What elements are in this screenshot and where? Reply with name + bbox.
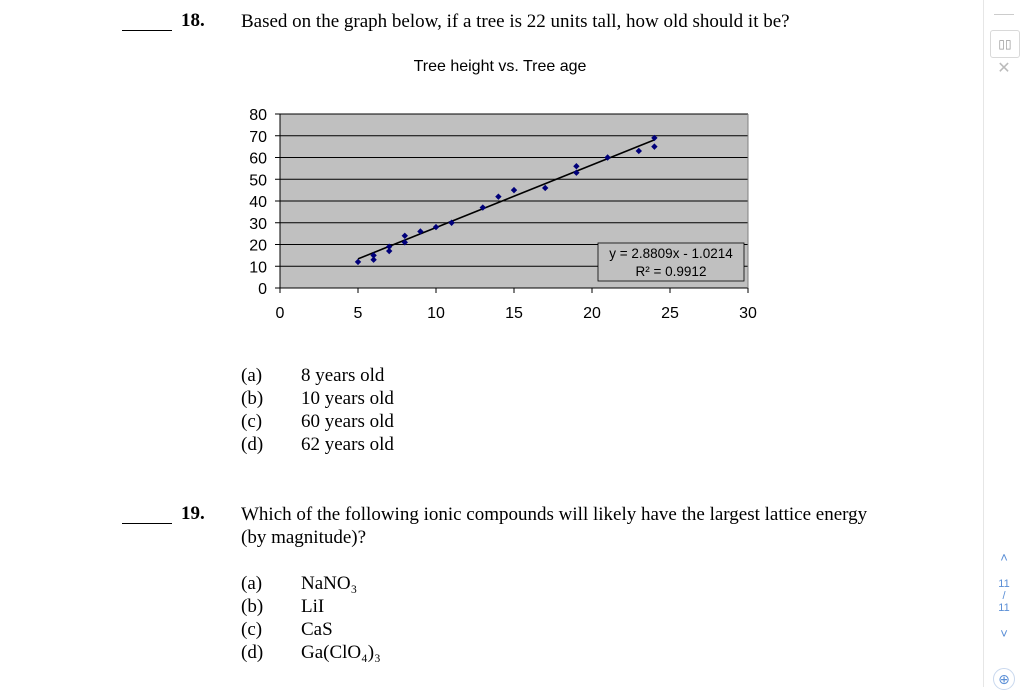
x-tick-label: 15 — [505, 305, 523, 322]
y-tick-label: 80 — [249, 107, 267, 124]
page-up-icon[interactable]: ˄ — [1000, 550, 1008, 565]
q18-option-1[interactable] — [241, 387, 394, 410]
options-19 — [241, 572, 381, 664]
viewer-sidebar — [983, 0, 1024, 687]
q19-option-label: (d) — [241, 642, 264, 663]
q18-option-text: 62 years old — [301, 434, 394, 455]
question-text-19 — [241, 503, 867, 549]
question-text-19-line2: (by magnitude)? — [241, 527, 367, 548]
x-tick-label: 10 — [427, 305, 445, 322]
x-tick-label: 25 — [661, 305, 679, 322]
y-tick-label: 10 — [249, 259, 267, 277]
q19-option-2[interactable] — [241, 618, 381, 641]
x-tick-label: 5 — [353, 305, 363, 322]
page-total: 11 — [998, 602, 1010, 614]
q19-option-text: CaS — [301, 619, 333, 640]
answer-blank-19[interactable] — [122, 523, 172, 524]
y-tick-label: 0 — [258, 281, 267, 298]
q18-option-text: 8 years old — [301, 365, 385, 386]
q19-option-label: (b) — [241, 596, 264, 617]
page-down-icon[interactable]: ˅ — [1000, 626, 1008, 641]
q19-option-text: Ga(ClO₄)₃ — [301, 642, 381, 663]
trendline-equation: y = 2.8809x - 1.0214 — [609, 246, 733, 261]
x-tick-label: 20 — [583, 305, 601, 322]
answer-blank-18[interactable] — [122, 30, 172, 31]
q19-option-label: (a) — [241, 573, 263, 594]
q19-option-1[interactable] — [241, 595, 381, 618]
q19-option-0[interactable] — [241, 572, 381, 595]
scatter-chart — [235, 95, 775, 335]
q18-option-text: 10 years old — [301, 388, 394, 409]
page-separator: / — [1002, 590, 1006, 602]
options-18 — [241, 364, 394, 456]
question-number-18: 18. — [181, 10, 205, 31]
chart-title: Tree height vs. Tree age — [413, 58, 587, 75]
y-tick-label: 20 — [249, 237, 267, 255]
trendline-r-squared: R² = 0.9912 — [635, 264, 707, 279]
y-tick-label: 60 — [249, 150, 267, 168]
sidebar-divider — [994, 14, 1014, 15]
q18-option-2[interactable] — [241, 410, 394, 433]
q18-option-3[interactable] — [241, 433, 394, 456]
grid-view-icon[interactable]: ▯▯ — [990, 30, 1020, 58]
close-icon[interactable]: ✕ — [997, 60, 1011, 77]
q18-option-label: (d) — [241, 434, 264, 455]
x-tick-label: 30 — [739, 305, 757, 322]
q19-option-3[interactable] — [241, 641, 381, 664]
question-text-19-line1: Which of the following ionic compounds will likely have the largest lattice energy — [241, 504, 868, 525]
q18-option-text: 60 years old — [301, 411, 394, 432]
q19-option-text: LiI — [301, 596, 325, 617]
q19-option-label: (c) — [241, 619, 263, 640]
q19-option-text: NaNO₃ — [301, 573, 358, 594]
y-tick-label: 30 — [249, 215, 267, 233]
y-tick-label: 40 — [249, 194, 267, 211]
question-text-18: Based on the graph below, if a tree is 22 units tall, how old should it be? — [241, 11, 790, 32]
zoom-in-icon[interactable]: ⊕ — [993, 668, 1015, 690]
page-current: 11 — [998, 578, 1010, 590]
y-tick-label: 50 — [249, 172, 267, 190]
y-tick-label: 70 — [249, 128, 267, 146]
q18-option-label: (a) — [241, 365, 263, 386]
q18-option-0[interactable] — [241, 364, 394, 387]
question-number-19: 19. — [181, 503, 205, 524]
x-tick-label: 0 — [275, 305, 285, 322]
q18-option-label: (c) — [241, 411, 263, 432]
q18-option-label: (b) — [241, 388, 264, 409]
